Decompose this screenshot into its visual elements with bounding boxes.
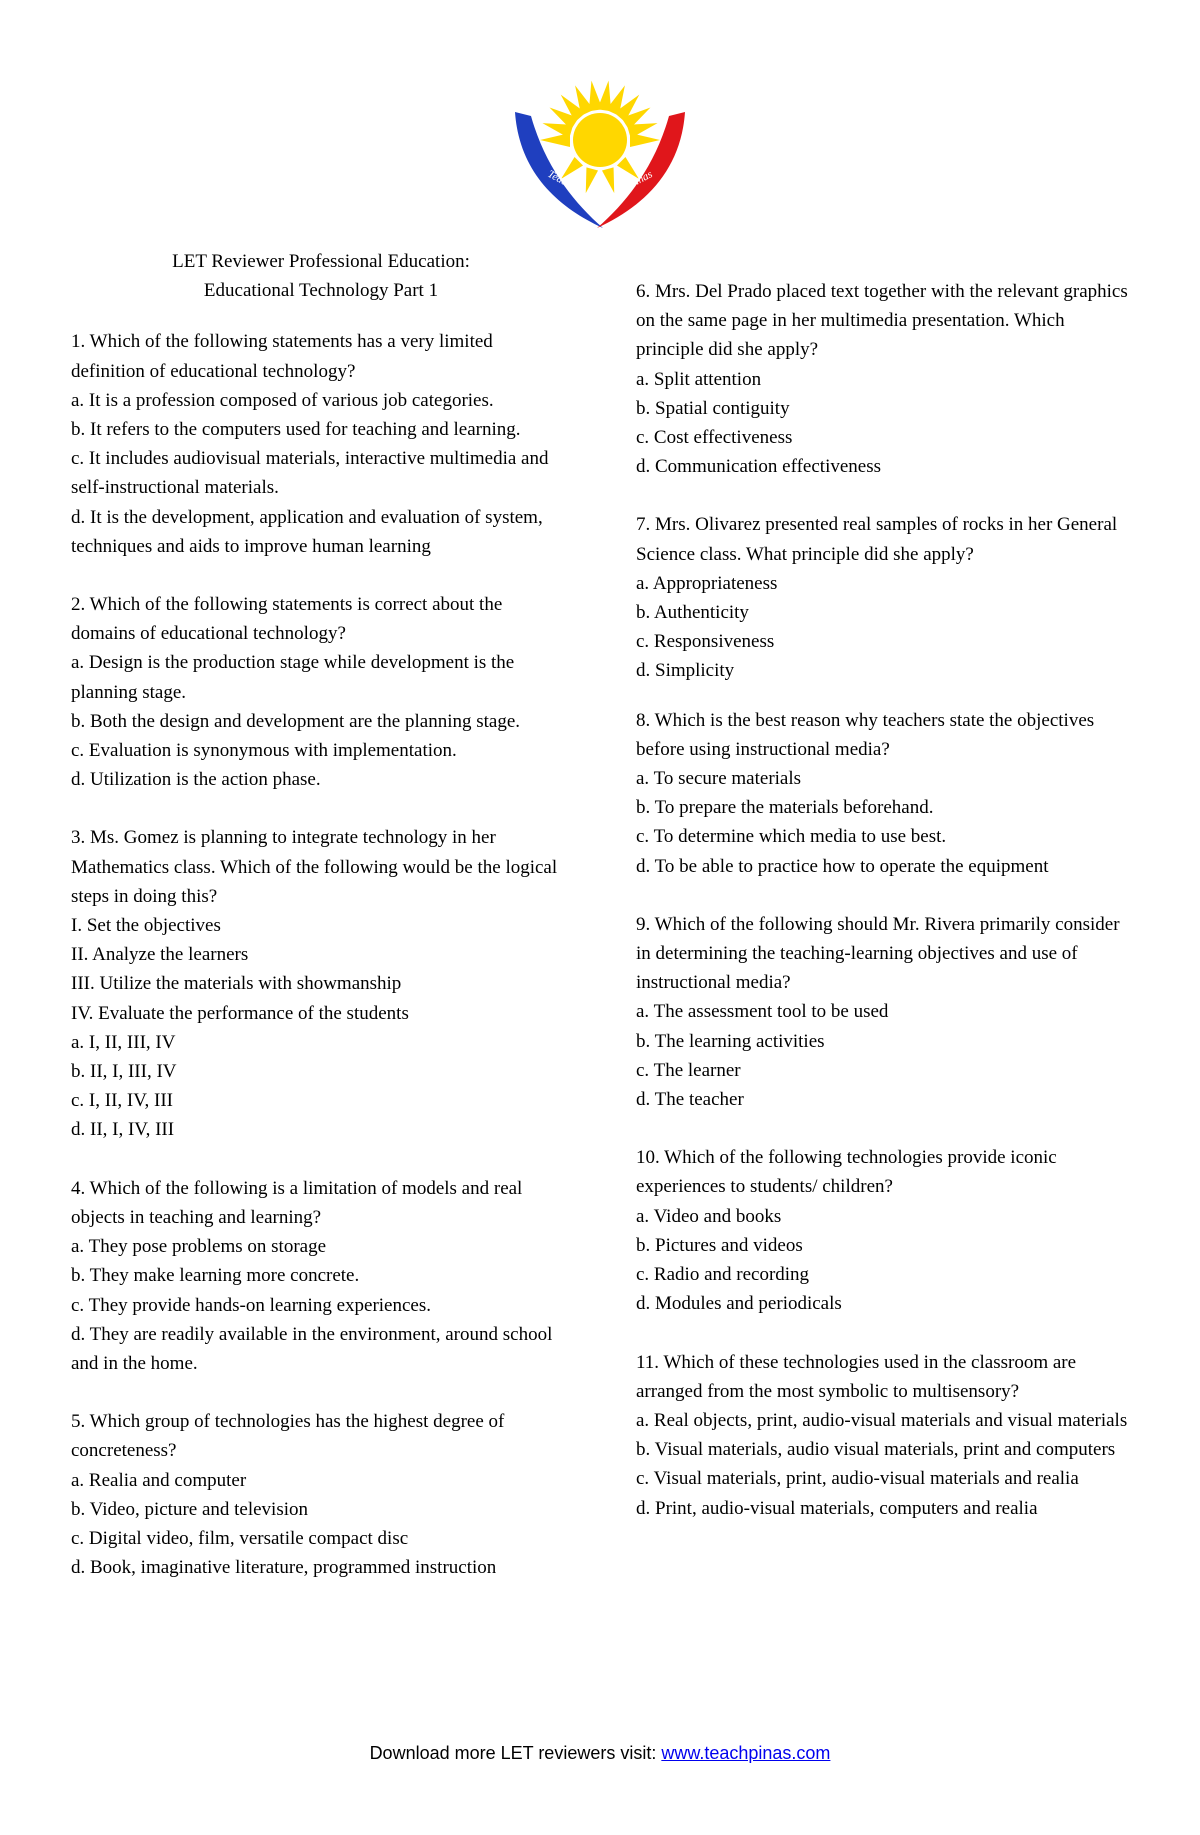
sun-ray: [602, 167, 620, 194]
question-stem: 1. Which of the following statements has a very limited definition of educational technology?: [71, 331, 493, 382]
answer-option: IV. Evaluate the performance of the students: [71, 1002, 409, 1024]
answer-option: c. Digital video, film, versatile compact disc: [71, 1527, 409, 1549]
answer-option: b. II, I, III, IV: [71, 1061, 177, 1083]
question-block: [71, 327, 571, 561]
answer-option: c. It includes audiovisual materials, interactive multimedia and self-instructional materials.: [71, 448, 549, 499]
answer-option: d. Utilization is the action phase.: [71, 769, 321, 791]
answer-option: d. To be able to practice how to operate the equipment: [636, 855, 1049, 877]
answer-option: b. Visual materials, audio visual materials, print and computers: [636, 1439, 1116, 1461]
answer-option: c. The learner: [636, 1059, 741, 1081]
question-block: [71, 1174, 571, 1378]
answer-option: d. Communication effectiveness: [636, 456, 882, 478]
question-stem: 11. Which of these technologies used in the classroom are arranged from the most symbolic to multisensory?: [636, 1351, 1077, 1402]
sun-ray: [580, 167, 598, 194]
answer-option: a. Realia and computer: [71, 1469, 247, 1491]
answer-option: c. Radio and recording: [636, 1264, 810, 1286]
answer-option: d. Print, audio-visual materials, computers and realia: [636, 1497, 1038, 1519]
answer-option: b. Spatial contiguity: [636, 397, 790, 419]
answer-option: b. Both the design and development are the planning stage.: [71, 710, 521, 732]
answer-option: b. They make learning more concrete.: [71, 1265, 360, 1287]
answer-option: b. To prepare the materials beforehand.: [636, 797, 934, 819]
question-block: [636, 1143, 1136, 1318]
answer-option: c. Responsiveness: [636, 631, 775, 653]
question-block: [636, 277, 1136, 481]
answer-option: d. They are readily available in the environment, around school and in the home.: [71, 1323, 553, 1374]
answer-option: b. Authenticity: [636, 602, 749, 624]
title-line-1: LET Reviewer Professional Education:: [172, 251, 470, 272]
answer-option: d. Simplicity: [636, 660, 735, 682]
answer-option: c. Cost effectiveness: [636, 427, 793, 449]
answer-option: c. I, II, IV, III: [71, 1090, 173, 1112]
footer: [0, 1743, 1200, 1764]
question-stem: 6. Mrs. Del Prado placed text together with the relevant graphics on the same page in her multimedia presentation. Which principle did she apply?: [636, 281, 1128, 361]
question-stem: 10. Which of the following technologies provide iconic experiences to students/ children?: [636, 1147, 1057, 1198]
question-block: [71, 590, 571, 794]
answer-option: c. Evaluation is synonymous with implementation.: [71, 740, 457, 762]
answer-option: a. The assessment tool to be used: [636, 1001, 889, 1023]
answer-option: d. Modules and periodicals: [636, 1293, 842, 1315]
footer-text: Download more LET reviewers visit:: [369, 1743, 662, 1763]
answer-option: d. The teacher: [636, 1089, 744, 1111]
answer-option: c. Visual materials, print, audio-visual materials and realia: [636, 1468, 1079, 1490]
answer-option: b. It refers to the computers used for teaching and learning.: [71, 419, 521, 441]
question-block: [636, 706, 1136, 881]
answer-option: a. Split attention: [636, 368, 762, 390]
question-stem: 5. Which group of technologies has the highest degree of concreteness?: [71, 1411, 505, 1462]
question-block: [636, 1348, 1136, 1523]
answer-option: c. To determine which media to use best.: [636, 826, 947, 848]
question-block: [636, 510, 1136, 685]
answer-option: a. Appropriateness: [636, 572, 778, 594]
right-column: [636, 277, 1136, 1552]
answer-option: III. Utilize the materials with showmanship: [71, 973, 402, 995]
footer-link[interactable]: www.teachpinas.com: [661, 1743, 831, 1763]
question-stem: 4. Which of the following is a limitation of models and real objects in teaching and learning?: [71, 1177, 523, 1228]
answer-option: c. They provide hands-on learning experiences.: [71, 1294, 431, 1316]
teachpinas-logo: [511, 78, 689, 236]
answer-option: d. II, I, IV, III: [71, 1119, 175, 1141]
logo-script-left: Teach: [545, 168, 575, 191]
question-stem: 2. Which of the following statements is correct about the domains of educational technology?: [71, 594, 503, 645]
title-line-2: Educational Technology Part 1: [203, 280, 439, 302]
answer-option: d. Book, imaginative literature, programmed instruction: [71, 1557, 497, 1579]
question-block: [71, 1407, 571, 1582]
answer-option: II. Analyze the learners: [71, 944, 249, 966]
right-question-list: [636, 277, 1136, 1523]
answer-option: b. Pictures and videos: [636, 1234, 803, 1256]
sun-ray: [630, 133, 660, 147]
document-title: [71, 247, 571, 305]
answer-option: a. Video and books: [636, 1205, 782, 1227]
question-block: [636, 910, 1136, 1114]
answer-option: a. Design is the production stage while development is the planning stage.: [71, 652, 515, 703]
question-block: [71, 823, 571, 1144]
answer-option: d. It is the development, application and evaluation of system, techniques and aids to improve human learning: [71, 506, 543, 557]
answer-option: a. Real objects, print, audio-visual materials and visual materials: [636, 1409, 1128, 1431]
left-column: [71, 247, 571, 1611]
question-stem: 9. Which of the following should Mr. Rivera primarily consider in determining the teaching-learning objectives and use of instructional media?: [636, 913, 1120, 994]
answer-option: b. Video, picture and television: [71, 1498, 309, 1520]
question-stem: 7. Mrs. Olivarez presented real samples of rocks in her General Science class. What principle did she apply?: [636, 514, 1118, 565]
sun-disc: [573, 113, 627, 167]
question-stem: 8. Which is the best reason why teachers state the objectives before using instructional media?: [636, 709, 1095, 760]
answer-option: b. The learning activities: [636, 1030, 825, 1052]
question-stem: 3. Ms. Gomez is planning to integrate technology in her Mathematics class. Which of the following would be the logical steps in doing this?: [71, 827, 558, 907]
answer-option: a. To secure materials: [636, 768, 802, 790]
answer-option: a. I, II, III, IV: [71, 1031, 176, 1053]
logo-script-right: Pinas: [626, 168, 655, 191]
answer-option: a. They pose problems on storage: [71, 1236, 327, 1258]
answer-option: a. It is a profession composed of various job categories.: [71, 389, 494, 411]
left-question-list: [71, 327, 571, 1582]
answer-option: I. Set the objectives: [71, 915, 221, 937]
